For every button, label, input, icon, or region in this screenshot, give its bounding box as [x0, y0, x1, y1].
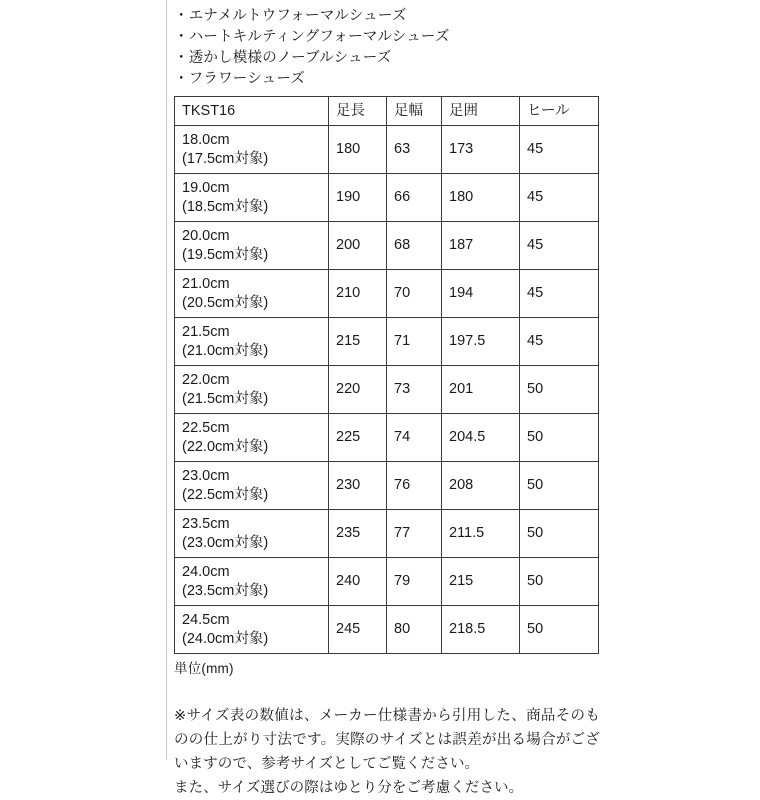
product-name: 透かし模様のノーブルシューズ	[188, 50, 392, 66]
cell-foot-girth: 173	[442, 126, 520, 174]
content-left-rule	[166, 0, 167, 760]
size-main: 23.0cm	[182, 467, 230, 484]
table-row	[175, 174, 599, 222]
cell-foot-width: 77	[387, 510, 442, 558]
cell-size	[175, 366, 329, 414]
cell-heel: 45	[520, 126, 599, 174]
cell-size	[175, 318, 329, 366]
size-sub: (24.0cm対象)	[182, 630, 269, 647]
cell-foot-girth: 197.5	[442, 318, 520, 366]
cell-heel: 50	[520, 366, 599, 414]
cell-foot-length: 200	[329, 222, 387, 270]
cell-size	[175, 414, 329, 462]
cell-foot-girth: 211.5	[442, 510, 520, 558]
column-header-foot-girth: 足囲	[442, 97, 520, 126]
cell-foot-girth: 218.5	[442, 606, 520, 654]
table-header-row	[175, 97, 599, 126]
size-main: 21.0cm	[182, 275, 230, 292]
cell-foot-girth: 215	[442, 558, 520, 606]
size-main: 19.0cm	[182, 179, 230, 196]
size-sub: (18.5cm対象)	[182, 198, 269, 215]
size-sub: (21.0cm対象)	[182, 342, 269, 359]
table-row	[175, 318, 599, 366]
cell-foot-girth: 194	[442, 270, 520, 318]
size-sub: (21.5cm対象)	[182, 390, 269, 407]
size-table-head	[175, 97, 599, 126]
table-row	[175, 558, 599, 606]
list-item	[174, 69, 760, 90]
cell-foot-girth: 204.5	[442, 414, 520, 462]
size-sub: (17.5cm対象)	[182, 150, 269, 167]
cell-heel: 50	[520, 510, 599, 558]
cell-size	[175, 126, 329, 174]
cell-foot-girth: 208	[442, 462, 520, 510]
cell-foot-girth: 180	[442, 174, 520, 222]
cell-heel: 45	[520, 318, 599, 366]
cell-heel: 45	[520, 222, 599, 270]
content-area	[174, 0, 760, 800]
cell-foot-width: 79	[387, 558, 442, 606]
cell-heel: 45	[520, 174, 599, 222]
cell-foot-width: 70	[387, 270, 442, 318]
cell-size	[175, 222, 329, 270]
cell-heel: 50	[520, 606, 599, 654]
cell-size	[175, 462, 329, 510]
footer-notes	[174, 704, 600, 800]
cell-foot-length: 210	[329, 270, 387, 318]
table-row	[175, 126, 599, 174]
size-sub: (22.5cm対象)	[182, 486, 269, 503]
size-table-body	[175, 126, 599, 654]
cell-heel: 50	[520, 462, 599, 510]
cell-foot-length: 215	[329, 318, 387, 366]
column-header-heel: ヒール	[520, 97, 599, 126]
unit-note: 単位(mm)	[174, 661, 234, 676]
cell-foot-girth: 187	[442, 222, 520, 270]
cell-foot-width: 76	[387, 462, 442, 510]
bullet-icon: ・	[174, 29, 189, 45]
cell-foot-length: 240	[329, 558, 387, 606]
size-main: 18.0cm	[182, 131, 230, 148]
cell-foot-width: 66	[387, 174, 442, 222]
cell-foot-length: 235	[329, 510, 387, 558]
cell-heel: 50	[520, 414, 599, 462]
size-sub: (23.5cm対象)	[182, 582, 269, 599]
table-row	[175, 222, 599, 270]
list-item	[174, 27, 760, 48]
cell-size	[175, 558, 329, 606]
product-bullet-list	[174, 6, 760, 90]
cell-foot-length: 230	[329, 462, 387, 510]
product-name: ハートキルティングフォーマルシューズ	[188, 29, 450, 45]
size-sub: (20.5cm対象)	[182, 294, 269, 311]
cell-foot-length: 220	[329, 366, 387, 414]
cell-foot-width: 73	[387, 366, 442, 414]
list-item	[174, 6, 760, 27]
cell-size	[175, 174, 329, 222]
size-sub: (19.5cm対象)	[182, 246, 269, 263]
table-row	[175, 414, 599, 462]
size-main: 20.0cm	[182, 227, 230, 244]
cell-foot-girth: 201	[442, 366, 520, 414]
column-header-model: TKST16	[175, 97, 329, 126]
disclaimer-paragraph: ※サイズ表の数値は、メーカー仕様書から引用した、商品そのものの仕上がり寸法です。実際のサイズとは誤差が出る場合がございますので、参考サイズとしてご覧ください。	[174, 708, 600, 772]
size-main: 22.5cm	[182, 419, 230, 436]
size-sub: (22.0cm対象)	[182, 438, 269, 455]
size-main: 24.0cm	[182, 563, 230, 580]
size-main: 22.0cm	[182, 371, 230, 388]
cell-size	[175, 606, 329, 654]
table-row	[175, 270, 599, 318]
product-name: フラワーシューズ	[188, 71, 305, 87]
size-main: 21.5cm	[182, 323, 230, 340]
bullet-icon: ・	[174, 50, 189, 66]
bullet-icon: ・	[174, 8, 189, 24]
product-name: エナメルトウフォーマルシューズ	[188, 8, 407, 24]
size-table	[174, 96, 599, 654]
size-main: 24.5cm	[182, 611, 230, 628]
cell-heel: 50	[520, 558, 599, 606]
cell-foot-width: 68	[387, 222, 442, 270]
cell-foot-width: 80	[387, 606, 442, 654]
table-row	[175, 606, 599, 654]
fit-advice-line: また、サイズ選びの際はゆとり分をご考慮ください。	[174, 780, 524, 796]
cell-foot-length: 245	[329, 606, 387, 654]
column-header-foot-length: 足長	[329, 97, 387, 126]
cell-foot-width: 71	[387, 318, 442, 366]
size-sub: (23.0cm対象)	[182, 534, 269, 551]
cell-foot-length: 225	[329, 414, 387, 462]
size-main: 23.5cm	[182, 515, 230, 532]
column-header-foot-width: 足幅	[387, 97, 442, 126]
table-row	[175, 366, 599, 414]
cell-heel: 45	[520, 270, 599, 318]
table-row	[175, 462, 599, 510]
cell-foot-length: 180	[329, 126, 387, 174]
cell-foot-length: 190	[329, 174, 387, 222]
bullet-icon: ・	[174, 71, 189, 87]
table-row	[175, 510, 599, 558]
list-item	[174, 48, 760, 69]
cell-foot-width: 63	[387, 126, 442, 174]
cell-size	[175, 510, 329, 558]
cell-foot-width: 74	[387, 414, 442, 462]
cell-size	[175, 270, 329, 318]
